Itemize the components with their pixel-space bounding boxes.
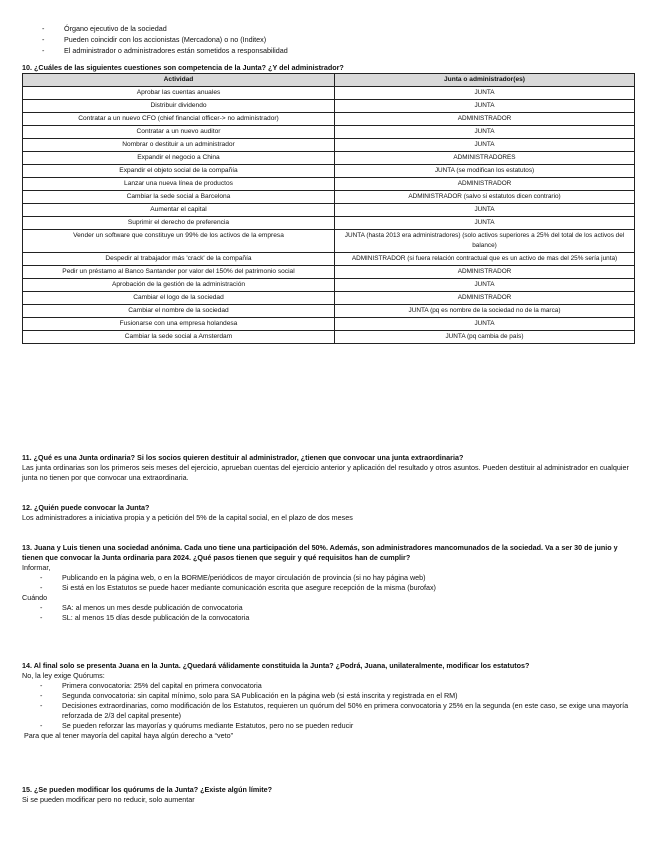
answer-cell: ADMINISTRADOR [335, 292, 635, 305]
column-header-activity: Actividad [23, 74, 335, 87]
activity-cell: Cambiar la sede social a Amsterdam [23, 331, 335, 344]
question-15-section [22, 785, 634, 805]
activity-cell: Aumentar el capital [23, 204, 335, 217]
intro-bullet-list [40, 24, 640, 57]
answer-cell: ADMINISTRADOR [335, 266, 635, 279]
table-row [23, 305, 635, 318]
table-row [23, 266, 635, 279]
answer-cell: JUNTA (pq es nombre de la sociedad no de la marca) [335, 305, 635, 318]
activity-cell: Fusionarse con una empresa holandesa [23, 318, 335, 331]
answer-cell: ADMINISTRADOR (si fuera relación contractual que es un activo de mas del 25% sería junta) [335, 253, 635, 266]
activity-cell: Pedir un préstamo al Banco Santander por valor del 150% del patrimonio social [23, 266, 335, 279]
activity-cell: Aprobar las cuentas anuales [23, 87, 335, 100]
question-15-title: 15. ¿Se pueden modificar los quórums de la Junta? ¿Existe algún límite? [22, 785, 273, 794]
activity-cell: Aprobación de la gestión de la administración [23, 279, 335, 292]
table-row [23, 152, 635, 165]
question-13-title: 13. Juana y Luis tienen una sociedad anónima. Cada uno tiene una participación del 50%. Además, son administradores mancomunados de la sociedad. Va a ser 30 de junio y tienen que convocar la Junta ordinaria para 2024. ¿Qué pasos tienen que seguir y qué requisitos han de cumplir? [22, 543, 618, 562]
list-item: - Órgano ejecutivo de la sociedad [40, 24, 640, 35]
table-row [23, 113, 635, 126]
answer-cell: JUNTA [335, 126, 635, 139]
activity-cell: Cambiar el logo de la sociedad [23, 292, 335, 305]
list-item: - Primera convocatoria: 25% del capital en primera convocatoria [22, 681, 634, 691]
answer-cell: ADMINISTRADORES [335, 152, 635, 165]
activity-cell: Cambiar la sede social a Barcelona [23, 191, 335, 204]
activity-cell: Suprimir el derecho de preferencia [23, 217, 335, 230]
answer-cell: JUNTA [335, 279, 635, 292]
table-row [23, 204, 635, 217]
question-14-closing: Para que al tener mayoría del capital haya algún derecho a “veto” [24, 731, 233, 740]
question-11-title: 11. ¿Qué es una Junta ordinaria? Si los socios quieren destituir al administrador, ¿tienen que convocar una junta extraordinaria? [22, 453, 464, 462]
list-item: - Si está en los Estatutos se puede hacer mediante comunicación escrita que asegure recepción de la misma (burofax) [22, 583, 634, 593]
question-11-answer: Las junta ordinarias son los primeros seis meses del ejercicio, aprueban cuentas del ejercicio anterior y aplicación del resultado y otros asuntos. Pueden destituir al administrador en cualquier junta no tienen por que convocar una extraordinaria. [22, 463, 629, 482]
question-14-quorum-label: No, la ley exige Quórums: [22, 671, 105, 680]
answer-cell: JUNTA [335, 139, 635, 152]
table-row [23, 217, 635, 230]
activity-cell: Contratar a un nuevo CFO (chief financial officer-> no administrador) [23, 113, 335, 126]
question-12-section [22, 503, 634, 523]
activity-cell: Nombrar o destituir a un administrador [23, 139, 335, 152]
answer-cell: JUNTA (se modifican los estatutos) [335, 165, 635, 178]
activity-cell: Contratar a un nuevo auditor [23, 126, 335, 139]
question-13-inform-label: Informar, [22, 563, 51, 572]
question-12-title: 12. ¿Quién puede convocar la Junta? [22, 503, 150, 512]
activity-cell: Despedir al trabajador más 'crack' de la compañía [23, 253, 335, 266]
answer-cell: JUNTA [335, 217, 635, 230]
table-row [23, 126, 635, 139]
question-11-section [22, 453, 634, 483]
table-row [23, 253, 635, 266]
table-row [23, 191, 635, 204]
table-row [23, 279, 635, 292]
table-row [23, 165, 635, 178]
table-row [23, 292, 635, 305]
answer-cell: JUNTA (hasta 2013 era administradores) (solo activos superiores a 25% del total de los activos del balance) [335, 230, 635, 253]
table-row [23, 178, 635, 191]
activity-cell: Cambiar el nombre de la sociedad [23, 305, 335, 318]
list-item: - SA: al menos un mes desde publicación de convocatoria [22, 603, 634, 613]
activity-cell: Expandir el negocio a China [23, 152, 335, 165]
question-14-section [22, 661, 634, 741]
list-item: - Segunda convocatoria: sin capital mínimo, solo para SA Publicación en la página web (si está inscrita y registrada en el RM) [22, 691, 634, 701]
answer-cell: JUNTA [335, 87, 635, 100]
answer-cell: ADMINISTRADOR (salvo si estatutos dicen contrario) [335, 191, 635, 204]
table-header-row [23, 74, 635, 87]
table-row [23, 139, 635, 152]
question-13-section [22, 543, 634, 623]
answer-cell: ADMINISTRADOR [335, 178, 635, 191]
question-13-when-label: Cuándo [22, 593, 48, 602]
activity-cell: Distribuir dividendo [23, 100, 335, 113]
table-row [23, 230, 635, 253]
column-header-body: Junta o administrador(es) [335, 74, 635, 87]
question-14-title: 14. Al final solo se presenta Juana en la Junta. ¿Quedará válidamente constituida la Junta? ¿Podrá, Juana, unilateralmente, modificar los estatutos? [22, 661, 530, 670]
table-row [23, 100, 635, 113]
activity-cell: Expandir el objeto social de la compañía [23, 165, 335, 178]
list-item: - Pueden coincidir con los accionistas (Mercadona) o no (Inditex) [40, 35, 640, 46]
table-row [23, 331, 635, 344]
list-item: - Decisiones extraordinarias, como modificación de los Estatutos, requieren un quórum del 50% en primera convocatoria y 25% en la segunda (en este caso, se exige una mayoría reforzada de 2/3 del capital presente) [22, 701, 634, 721]
answer-cell: JUNTA (pq cambia de país) [335, 331, 635, 344]
answer-cell: JUNTA [335, 204, 635, 217]
table-row [23, 318, 635, 331]
list-item: - Publicando en la página web, o en la BORME/periódicos de mayor circulación de provincia (si no hay página web) [22, 573, 634, 583]
question-10-title: 10. ¿Cuáles de las siguientes cuestiones son competencia de la Junta? ¿Y del administrador? [22, 63, 344, 72]
question-15-answer: Si se pueden modificar pero no reducir, solo aumentar [22, 795, 195, 804]
question-12-answer: Los administradores a iniciativa propia y a petición del 5% de la capital social, en el plazo de dos meses [22, 513, 353, 522]
answer-cell: JUNTA [335, 100, 635, 113]
answer-cell: JUNTA [335, 318, 635, 331]
table-row [23, 87, 635, 100]
list-item: - Se pueden reforzar las mayorías y quórums mediante Estatutos, pero no se pueden reducir [22, 721, 634, 731]
list-item: - El administrador o administradores están sometidos a responsabilidad [40, 46, 640, 57]
activity-cell: Lanzar una nueva línea de productos [23, 178, 335, 191]
answer-cell: ADMINISTRADOR [335, 113, 635, 126]
activity-cell: Vender un software que constituye un 99% de los activos de la empresa [23, 230, 335, 253]
list-item: - SL: al menos 15 días desde publicación de la convocatoria [22, 613, 634, 623]
competencies-table [22, 73, 635, 344]
